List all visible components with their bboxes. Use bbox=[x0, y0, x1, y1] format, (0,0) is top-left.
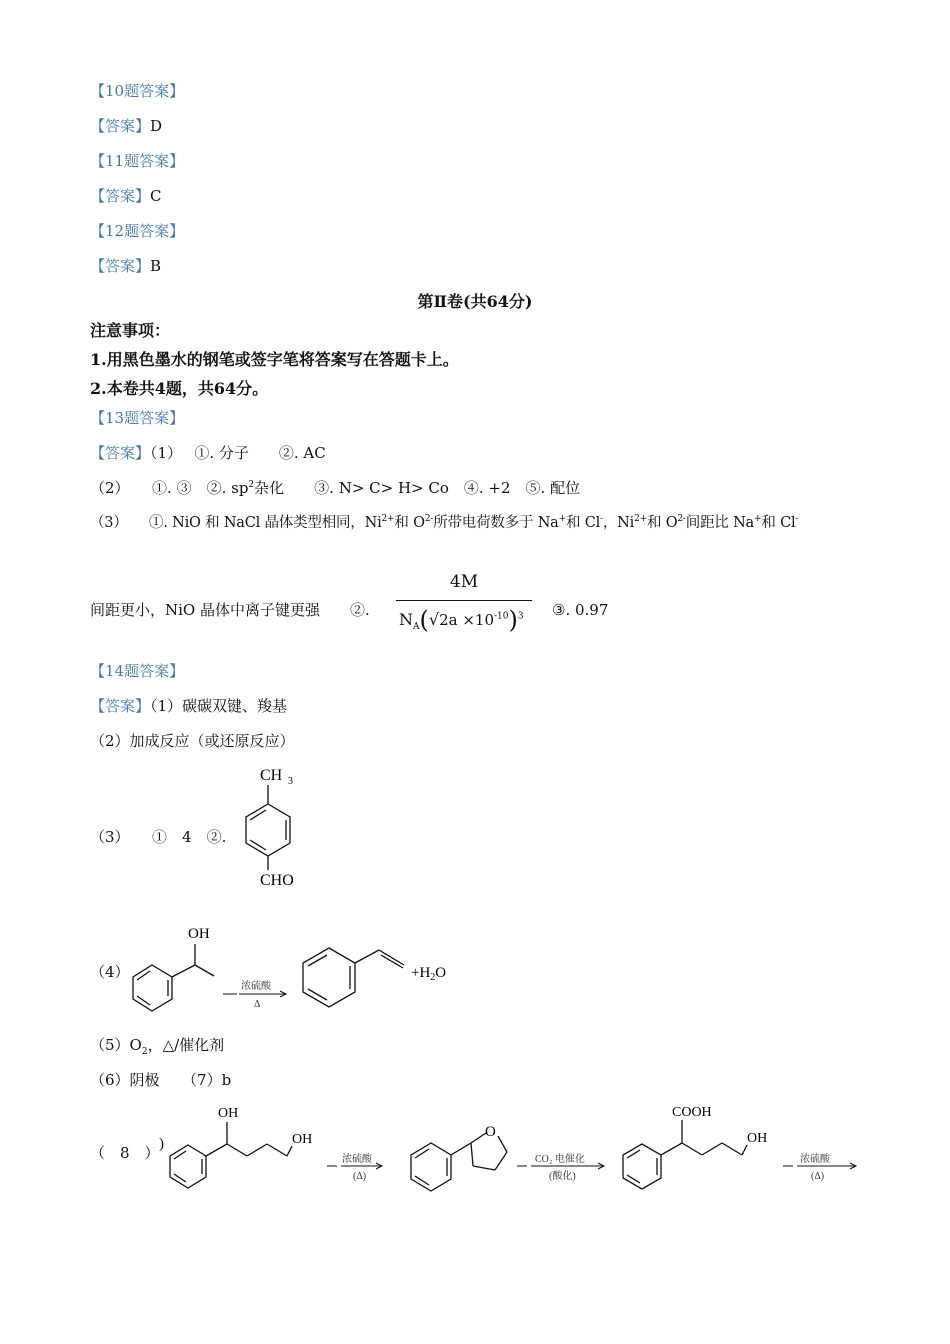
q10-header: 【10题答案】 bbox=[90, 82, 185, 100]
t: 间距比 Na bbox=[685, 515, 755, 531]
q14-line5 bbox=[90, 1035, 224, 1055]
q13-line3 bbox=[90, 513, 798, 533]
q13-header: 【13题答案】 bbox=[90, 409, 185, 427]
arrow-conc-h2so4-1 bbox=[327, 1152, 382, 1182]
answer-tag: 【答案】 bbox=[90, 117, 151, 135]
answer-tag: 【答案】 bbox=[90, 444, 151, 462]
oxygen-label: O bbox=[485, 1124, 496, 1140]
arrow-top-label: CO₂ 电催化 bbox=[535, 1154, 585, 1165]
hydroxyl-label: OH bbox=[188, 926, 210, 942]
phenylethanol-structure bbox=[133, 944, 214, 1011]
q10-answer bbox=[90, 116, 162, 136]
t: ，△/催化剂 bbox=[147, 1036, 225, 1054]
t: 和 Cl bbox=[761, 515, 796, 531]
note-2: 2.本卷共4题，共64分。 bbox=[90, 379, 269, 398]
q14-line6: （6）阴极 （7）b bbox=[90, 1071, 232, 1089]
q13-part1: （1） ①. 分子 ②. AC bbox=[150, 444, 326, 462]
q13-line4: 间距更小，NiO 晶体中离子键更强 ②. bbox=[90, 601, 370, 619]
notes-title: 注意事项： bbox=[90, 321, 171, 340]
synthesis-route bbox=[155, 1098, 865, 1193]
q13-part2a: （2） ①. ③ ②. sp bbox=[90, 479, 249, 497]
q14-line2: （2）加成反应（或还原反应） bbox=[90, 732, 295, 750]
arrow-conc-h2so4 bbox=[223, 979, 286, 1010]
q12-header: 【12题答案】 bbox=[90, 222, 185, 240]
hydroxyl-label: OH bbox=[218, 1106, 239, 1121]
paren-close: ) bbox=[508, 606, 518, 634]
sup: 3 bbox=[517, 611, 524, 622]
t: （5）O bbox=[90, 1036, 142, 1054]
sup: 2- bbox=[424, 514, 434, 525]
sup: + bbox=[754, 514, 762, 525]
t: N bbox=[399, 610, 413, 629]
phenylbutanediol-structure bbox=[170, 1122, 292, 1188]
t: 和 Cl bbox=[565, 515, 601, 531]
q11-header: 【11题答案】 bbox=[90, 152, 185, 170]
methyl-label: CH bbox=[260, 767, 283, 784]
answer-value: D bbox=[150, 117, 163, 135]
dehydration-reaction bbox=[125, 918, 465, 1013]
arrow-bottom-label: (Δ) bbox=[811, 1171, 825, 1182]
paren-open: ( bbox=[419, 606, 429, 634]
q14-line3: （3） ① 4 ②. bbox=[90, 828, 227, 846]
arrow-bottom-label: Δ bbox=[254, 999, 261, 1010]
fraction-numerator: 4M bbox=[449, 572, 479, 592]
styrene-structure bbox=[303, 948, 404, 1007]
q14-line8: （ 8 ） bbox=[90, 1144, 160, 1162]
fraction-bar bbox=[396, 600, 532, 601]
answer-value: C bbox=[150, 187, 162, 205]
phenyltetrahydrofuran-structure bbox=[411, 1133, 507, 1191]
sup: 2- bbox=[677, 514, 686, 525]
q14-line4: （4） bbox=[90, 963, 130, 981]
arrow-conc-h2so4-2 bbox=[783, 1152, 856, 1182]
fraction-denominator bbox=[399, 606, 524, 634]
answer-tag: 【答案】 bbox=[90, 187, 151, 205]
t: ，Ni bbox=[602, 515, 635, 531]
p-methylbenzaldehyde-structure bbox=[236, 760, 326, 892]
hydroxyl-label: OH bbox=[292, 1132, 313, 1147]
aldehyde-label: CHO bbox=[260, 872, 294, 889]
q13-part2b: 杂化 ③. N> C> H> Co ④. +2 ⑤. 配位 bbox=[254, 479, 581, 497]
t: O bbox=[435, 965, 447, 981]
density-fraction bbox=[396, 572, 536, 634]
q14-part1: （1）碳碳双键、羧基 bbox=[150, 697, 288, 715]
section-title: 第Ⅱ卷(共64分) bbox=[417, 292, 533, 311]
sub: 2 bbox=[141, 1047, 148, 1057]
carboxyl-label: COOH bbox=[672, 1105, 712, 1120]
paren-close: ) bbox=[159, 1136, 164, 1152]
sup: - bbox=[795, 514, 799, 525]
answer-value: B bbox=[150, 257, 162, 275]
water-label bbox=[411, 965, 446, 983]
arrow-bottom-label: (酸化) bbox=[549, 1171, 576, 1182]
sqrt-icon: √ bbox=[428, 610, 440, 629]
sup: 2 bbox=[248, 480, 255, 490]
answer-tag: 【答案】 bbox=[90, 697, 151, 715]
sup: - bbox=[600, 514, 603, 525]
note-1: 1.用黑色墨水的钢笔或签字笔将答案写在答题卡上。 bbox=[90, 350, 459, 369]
benzene-ring bbox=[246, 785, 290, 870]
sup: 2+ bbox=[634, 514, 647, 525]
t: 2a ×10 bbox=[439, 611, 494, 629]
q14-header: 【14题答案】 bbox=[90, 662, 185, 680]
sup: 2+ bbox=[381, 514, 395, 525]
sup: -10 bbox=[494, 611, 509, 622]
sup: + bbox=[558, 514, 566, 525]
q11-answer bbox=[90, 186, 162, 206]
sub: 2 bbox=[430, 972, 436, 983]
q13-part3: ③. 0.97 bbox=[552, 601, 609, 619]
q12-answer bbox=[90, 256, 161, 276]
answer-tag: 【答案】 bbox=[90, 257, 151, 275]
q13-line2 bbox=[90, 478, 580, 498]
t: +H bbox=[411, 965, 431, 981]
arrow-top-label: 浓硫酸 bbox=[342, 1154, 372, 1165]
hydroxy-acid-structure bbox=[623, 1120, 747, 1189]
arrow-top-label: 浓硫酸 bbox=[241, 981, 271, 992]
t: 和 O bbox=[646, 515, 678, 531]
t: 所带电荷数多于 Na bbox=[433, 515, 559, 531]
arrow-bottom-label: (Δ) bbox=[353, 1171, 367, 1182]
arrow-top-label: 浓硫酸 bbox=[800, 1154, 830, 1165]
t: （3） ①. NiO 和 NaCl 晶体类型相同，Ni bbox=[90, 515, 382, 531]
sub: 3 bbox=[288, 776, 293, 787]
hydroxyl-label: OH bbox=[747, 1131, 768, 1146]
q13-line1 bbox=[90, 443, 326, 463]
q14-line1 bbox=[90, 696, 287, 716]
arrow-co2-electrocatalysis bbox=[517, 1152, 604, 1182]
sub: A bbox=[413, 622, 420, 633]
t: 和 O bbox=[394, 515, 425, 531]
